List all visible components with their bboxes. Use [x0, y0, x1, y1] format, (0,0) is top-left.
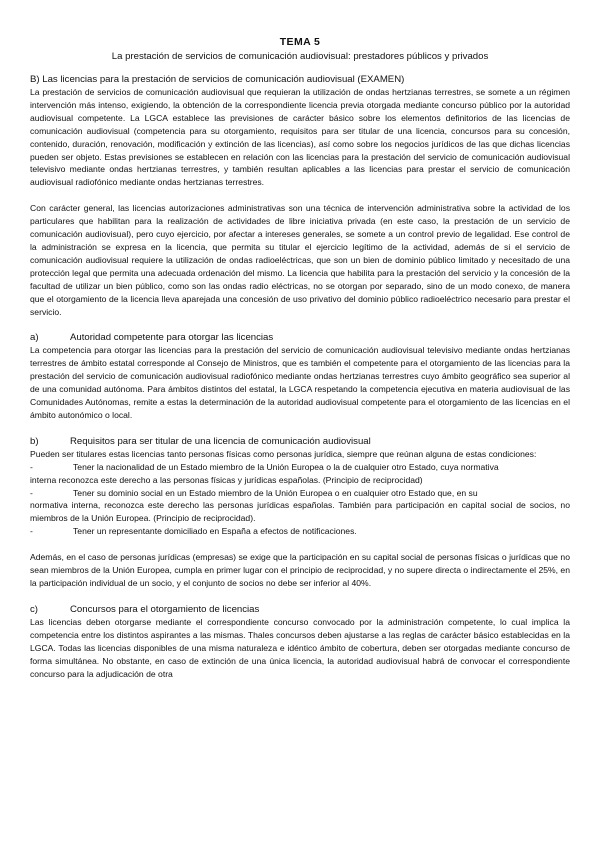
paragraph-contests: Las licencias deben otorgarse mediante el correspondiente concurso convocado por la administración competente, lo cual implica la competencia entre los distintos aspirantes a las mismas. Thales concursos deben ajustarse a las reglas de carácter básico establecidas en la LGCA. Todas las licencias disponibles de una misma naturaleza e idéntico ámbito de cobertura, deben ser otorgadas mediante concurso de forma simultánea. No obstante, en caso de extinción de una única licencia, la autoridad audiovisual habrá de convocar el correspondiente concurso para la adjudicación de otra — [30, 616, 570, 679]
paragraph-general: Con carácter general, las licencias autorizaciones administrativas son una técnica de intervención administrativa sobre la actividad de los particulares que habilitan para la realización de actividades de libre iniciativa privada (en este caso, la prestación de un servicio de comunicación audiovisual), pero cuyo ejercicio, por afectar a intereses generales, se somete a un control previo de legalidad. Ese control de la administración se expresa en la licencia, que permita su titular el ejercicio legítimo de la actividad, además de si el servicio de comunicación audiovisual requiere la utilización de ondas radioeléctricas, que son un bien de dominio público limitado y necesitado de una protección legal que permita una adecuada ordenación del mismo. La licencia que habilita para la prestación del servicio y la concesión de la facultad de utilizar un bien público, como son las ondas radio eléctricas, no se otorgan por separado, sino de un modo conexo, de manera que el otorgamiento de la licencia lleva aparejada una concesión de uso privativo del dominio público radioeléctrico necesario para prestar el servicio. — [30, 203, 570, 317]
section-b-heading: B) Las licencias para la prestación de servicios de comunicación audiovisual (EXAMEN) — [30, 74, 405, 85]
paragraph-requirements-intro: Pueden ser titulares estas licencias tanto personas físicas como personas jurídica, siempre que reúnan alguna de estas condiciones: — [30, 448, 537, 459]
bullet-text: Tener su dominio social en un Estado miembro de la Unión Europea o en cualquier otro Estado que, en su — [73, 487, 478, 498]
list-item — [30, 461, 570, 474]
subsection-c-title: Concursos para el otorgamiento de licencias — [70, 603, 260, 615]
subsection-a-letter: a) — [30, 332, 39, 344]
subsection-b-heading — [30, 435, 570, 448]
paragraph-legal-entities: Además, en el caso de personas jurídicas (empresas) se exige que la participación en su capital social de personas físicas o jurídicas que no sean miembros de la Unión Europea, cumpla en primer lugar con el principio de reciprocidad, y no supere directa o indirectamente el 25%, en la participación individual de un socio, y el conjunto de socios no debe ser inferior al 40%. — [30, 552, 570, 588]
document-subtitle: La prestación de servicios de comunicación audiovisual: prestadores públicos y privados — [111, 51, 489, 62]
list-item — [30, 487, 570, 500]
bullet-dash: - — [30, 461, 33, 472]
subsection-b-title: Requisitos para ser titular de una licencia de comunicación audiovisual — [70, 435, 371, 447]
bullet-text: Tener la nacionalidad de un Estado miembro de la Unión Europea o la de cualquier otro Estado, cuya normativa — [73, 461, 499, 472]
subsection-c-letter: c) — [30, 603, 38, 615]
bullet-continuation: normativa interna, reconozca este derecho las personas jurídicas españolas. También para participación en capital social de socios, no miembros de la Unión Europea. (Principio de reciprocidad). — [30, 500, 570, 524]
paragraph-intro: La prestación de servicios de comunicación audiovisual que requieran la utilización de ondas hertzianas terrestres, se somete a un régimen intervención más intenso, exigiendo, la obtención de la correspondiente licencia previa otorgada mediante concurso público por la autoridad audiovisual competente. La LGCA establece las previsiones de carácter básico sobre los elementos definitorios de las licencias de comunicación audiovisual (competencia para su otorgamiento, requisitos para ser titular de una licencia, concursos para su concesión, contenido, duración, renovación, modificación y extinción de las licencias), así como sobre los negocios jurídicos de las que dichas licencias pueden ser objeto. Estas previsiones se establecen en relación con las licencias para la prestación del servicio de comunicación audiovisual televisivo mediante ondas hertzianas terrestres, y también resultan aplicables a las licencias para prestar el servicio de comunicación audiovisual radiofónico mediante ondas hertzianas terrestres. — [30, 87, 570, 188]
list-item — [30, 525, 570, 538]
document-title: TEMA 5 — [279, 36, 321, 48]
subsection-a-heading — [30, 331, 570, 344]
paragraph-authority: La competencia para otorgar las licencias para la prestación del servicio de comunicación audiovisual televisivo mediante ondas hertzianas terrestres de ámbito estatal corresponde al Consejo de Ministros, que es también el competente para el otorgamiento de las licencias para la prestación del servicio de comunicación audiovisual radiofónico mediante ondas hertzianas terrestres cuyo ámbito geográfico sea superior al de una comunidad autónoma. Para ámbitos distintos del estatal, la LGCA respetando la competencia ejecutiva en materia audiovisual de las Comunidades Autónomas, remite a estas la determinación de la autoridad audiovisual competente para el otorgamiento de las licencias en el ámbito autonómico o local. — [30, 345, 570, 420]
bullet-continuation: interna reconozca este derecho a las personas físicas y jurídicas españolas. (Principio de reciprocidad) — [30, 474, 423, 485]
subsection-a-title: Autoridad competente para otorgar las licencias — [70, 332, 274, 344]
subsection-c-heading — [30, 603, 570, 616]
subsection-b-letter: b) — [30, 435, 39, 447]
bullet-text: Tener un representante domiciliado en España a efectos de notificaciones. — [73, 526, 357, 537]
bullet-dash: - — [30, 487, 33, 498]
bullet-dash: - — [30, 526, 33, 537]
